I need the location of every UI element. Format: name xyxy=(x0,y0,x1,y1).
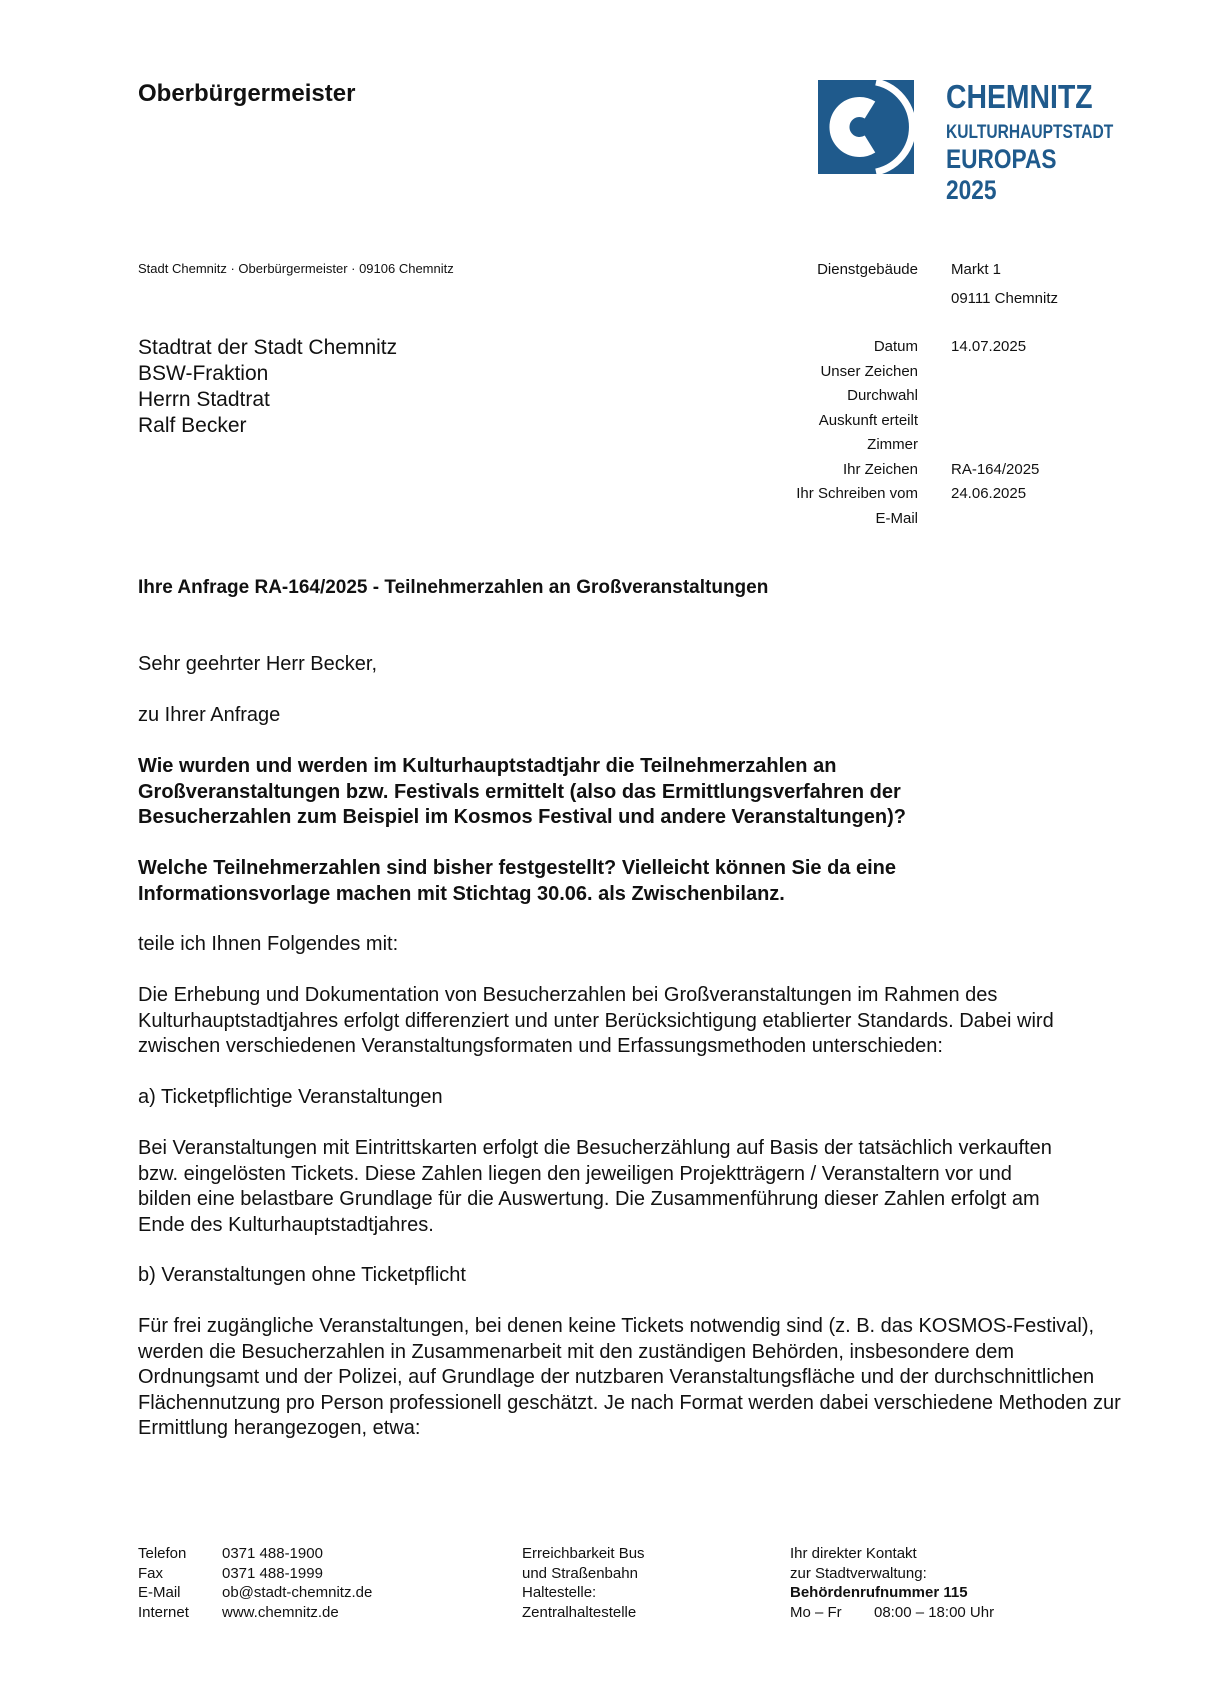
footer-email-link[interactable]: ob@stadt-chemnitz.de xyxy=(222,1584,373,1601)
section-a-text: Bei Veranstaltungen mit Eintrittskarten erfolgt die Besucherzählung auf Basis der tatsächlich verkauften bzw. eingelösten Tickets. Diese Zahlen liegen den jeweiligen Projektträgern / Veranstaltern vor und bilden eine belastbare Grundlage für die Auswertung. Die Zusammenführung dieser Zahlen erfolgt am Ende des Kulturhauptstadtjahres. xyxy=(138,1137,1052,1236)
meta-value: Markt 1 xyxy=(951,261,1002,278)
reply-intro: teile ich Ihnen Folgendes mit: xyxy=(138,933,399,955)
meta-row xyxy=(740,507,1140,532)
footer-direct-line: Ihr direkter Kontakt xyxy=(790,1545,917,1562)
recipient-line: Stadtrat der Stadt Chemnitz xyxy=(138,336,398,359)
footer-row xyxy=(138,1603,372,1623)
section-b-text: Für frei zugängliche Veranstaltungen, bei denen keine Tickets notwendig sind (z. B. das KOSMOS-Festival), werden die Besucherzahlen in Zusammenarbeit mit den zuständigen Behörden, insbesondere dem Ordnungsamt und der Polizei, auf Grundlage der nutzbaren Veranstaltungsfläche und der durchschnittlichen Flächennutzung pro Person professionell geschätzt. Je nach Format werden dabei verschiedene Methoden zur Ermittlung herangezogen, etwa: xyxy=(138,1315,1121,1439)
footer-label: Fax xyxy=(138,1564,164,1582)
meta-label: E-Mail xyxy=(875,509,918,527)
meta-row xyxy=(740,360,1140,385)
footer-days: Mo – Fr xyxy=(790,1603,842,1621)
meta-value: 24.06.2025 xyxy=(951,485,1027,502)
footer-label: Internet xyxy=(138,1603,189,1621)
meta-row xyxy=(740,335,1140,360)
footer-hotline: Behördenrufnummer 115 xyxy=(790,1584,968,1601)
question-1: Wie wurden und werden im Kulturhauptstadtjahr die Teilnehmerzahlen an Großveranstaltungen bzw. Festivals ermittelt (also das Ermittlungsverfahren der Besucherzahlen zum Beispiel im Kosmos Festival und andere Veranstaltungen)? xyxy=(138,755,906,828)
paragraph-1: Die Erhebung und Dokumentation von Besucherzahlen bei Großveranstaltungen im Rahmen des Kulturhauptstadtjahres erfolgt differenziert und unter Berücksichtigung etablierter Standards. Dabei wird zwischen verschiedenen Veranstaltungsformaten und Erfassungsmethoden unterschieden: xyxy=(138,984,1054,1057)
meta-row xyxy=(740,258,1140,283)
footer-value: 0371 488-1900 xyxy=(222,1545,323,1562)
meta-row xyxy=(740,458,1140,483)
meta-label: Ihr Zeichen xyxy=(842,460,918,478)
logo-line-kulturhauptstadt: KULTURHAUPTSTADT xyxy=(946,122,1114,143)
letter-meta-block xyxy=(740,258,1140,531)
recipient-line: Herrn Stadtrat xyxy=(138,388,270,411)
footer-hours xyxy=(790,1603,994,1623)
meta-label: Dienstgebäude xyxy=(817,261,918,278)
meta-row xyxy=(740,287,1140,312)
recipient-line: BSW-Fraktion xyxy=(138,362,269,385)
meta-label: Ihr Schreiben vom xyxy=(796,485,918,502)
footer-label: E-Mail xyxy=(138,1584,181,1601)
meta-label: Zimmer xyxy=(867,436,918,453)
meta-row xyxy=(740,384,1140,409)
chemnitz-logo xyxy=(818,78,1114,205)
logo-line-chemnitz: CHEMNITZ xyxy=(946,78,1093,115)
section-a-heading: a) Ticketpflichtige Veranstaltungen xyxy=(138,1086,443,1108)
chemnitz-c-logo-icon xyxy=(818,80,914,174)
footer-direct-contact xyxy=(790,1544,994,1622)
recipient-address xyxy=(138,335,397,439)
meta-label: Durchwahl xyxy=(847,387,918,404)
section-b-heading: b) Veranstaltungen ohne Ticketpflicht xyxy=(138,1264,466,1286)
recipient-line: Ralf Becker xyxy=(138,414,247,437)
meta-label: Unser Zeichen xyxy=(820,362,918,380)
letter-subject: Ihre Anfrage RA-164/2025 - Teilnehmerzahlen an Großveranstaltungen xyxy=(138,577,769,598)
footer-time: 08:00 – 18:00 Uhr xyxy=(874,1603,995,1621)
meta-row xyxy=(740,482,1140,507)
meta-value: 14.07.2025 xyxy=(951,338,1027,355)
sender-title: Oberbürgermeister xyxy=(138,80,356,107)
meta-label: Auskunft erteilt xyxy=(818,411,918,429)
footer-transit-line: Zentralhaltestelle xyxy=(522,1603,637,1621)
footer-transit-line: und Straßenbahn xyxy=(522,1564,638,1582)
footer-row xyxy=(138,1564,372,1584)
meta-value: 09111 Chemnitz xyxy=(951,289,1059,307)
footer-row xyxy=(138,1544,372,1564)
meta-label xyxy=(740,287,918,312)
footer-label: Telefon xyxy=(138,1545,187,1562)
footer-website-link[interactable]: www.chemnitz.de xyxy=(222,1603,339,1621)
footer-direct-line: zur Stadtverwaltung: xyxy=(790,1564,927,1582)
footer-transit xyxy=(522,1544,645,1622)
footer-row xyxy=(138,1583,372,1603)
intro-text: zu Ihrer Anfrage xyxy=(138,704,281,726)
question-2: Welche Teilnehmerzahlen sind bisher festgestellt? Vielleicht können Sie da eine Informationsvorlage machen mit Stichtag 30.06. als Zwischenbilanz. xyxy=(138,857,896,905)
footer-contact xyxy=(138,1544,372,1622)
meta-row xyxy=(740,433,1140,458)
logo-line-europas-2025: EUROPAS 2025 xyxy=(946,144,1057,205)
meta-label: Datum xyxy=(873,338,918,355)
return-address: Stadt Chemnitz · Oberbürgermeister · 09106 Chemnitz xyxy=(138,261,454,276)
footer-transit-line: Haltestelle: xyxy=(522,1584,597,1601)
salutation: Sehr geehrter Herr Becker, xyxy=(138,653,377,675)
meta-value: RA-164/2025 xyxy=(951,460,1040,478)
footer-value: 0371 488-1999 xyxy=(222,1564,323,1582)
footer-transit-line: Erreichbarkeit Bus xyxy=(522,1545,645,1562)
meta-row xyxy=(740,409,1140,434)
